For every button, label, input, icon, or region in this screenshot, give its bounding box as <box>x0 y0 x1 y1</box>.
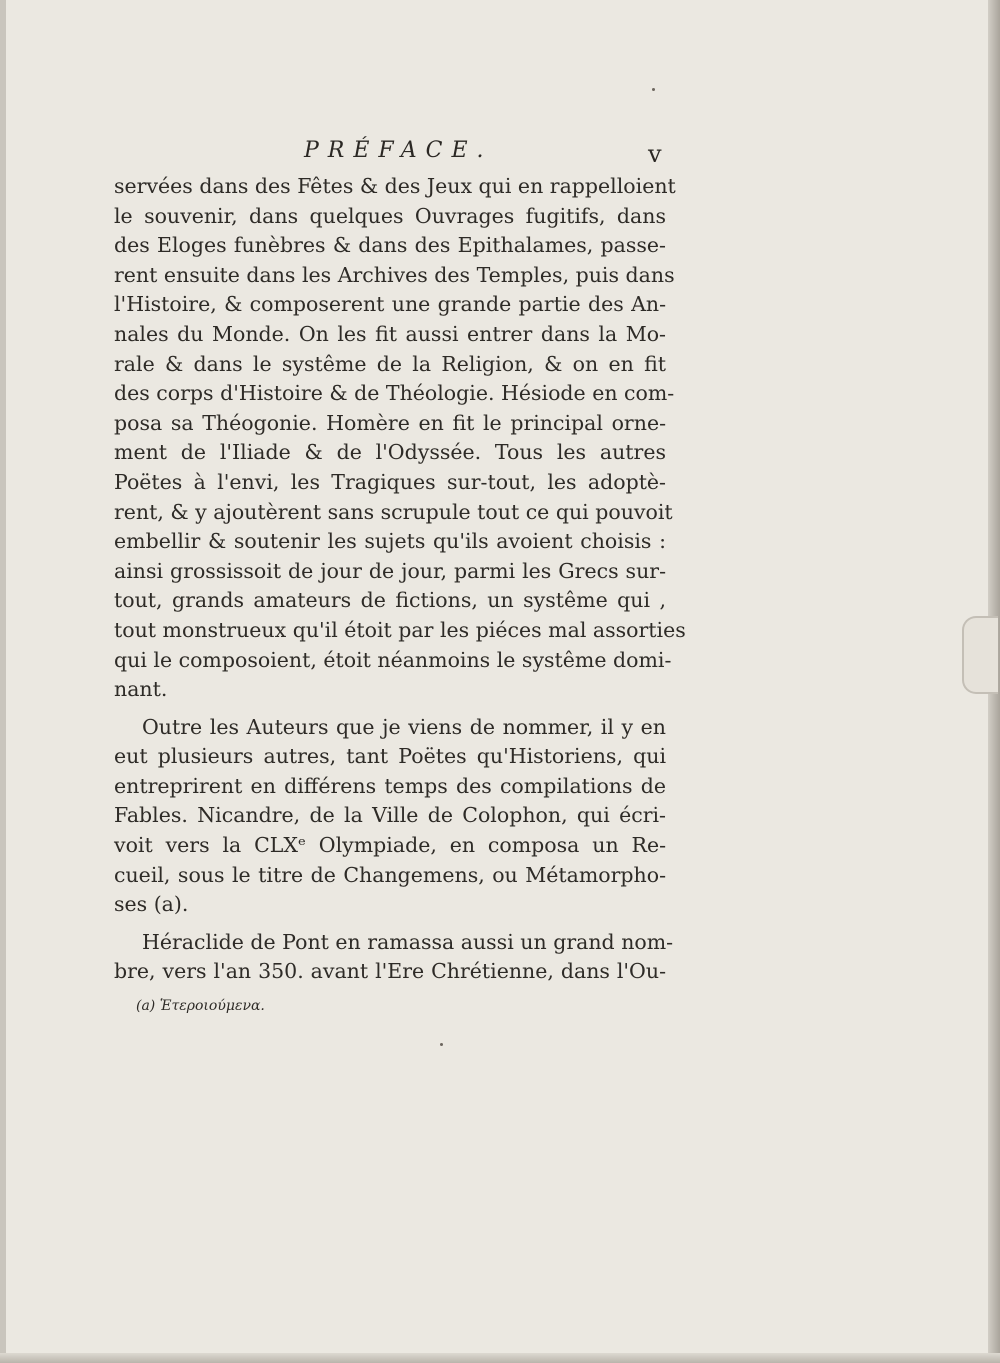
text-line: bre, vers l'an 350. avant l'Ere Chrétienne, dans l'Ou- <box>114 959 666 984</box>
page-header <box>0 138 1000 174</box>
text-line: rale & dans le systême de la Religion, & on en fit <box>114 351 666 376</box>
text-line: eut plusieurs autres, tant Poëtes qu'Historiens, qui <box>114 744 666 769</box>
text-line: Fables. Nicandre, de la Ville de Colophon, qui écri- <box>114 803 666 828</box>
ink-speck <box>652 88 655 91</box>
text-line: qui le composoient, étoit néanmoins le systême domi- <box>114 647 672 672</box>
text-line: nant. <box>114 677 168 702</box>
text-line: Outre les Auteurs que je viens de nommer, il y en <box>142 714 666 739</box>
text-line: nales du Monde. On les fit aussi entrer dans la Mo- <box>114 321 666 346</box>
text-line: posa sa Théogonie. Homère en fit le principal orne- <box>114 410 666 435</box>
page-number: v <box>648 140 662 168</box>
text-line: Héraclide de Pont en ramassa aussi un grand nom- <box>142 929 674 954</box>
text-line: servées dans des Fêtes & des Jeux qui en rappelloient <box>114 174 676 198</box>
text-line: ses (a). <box>114 892 189 917</box>
body-text <box>114 172 686 987</box>
page-left-edge <box>0 0 6 1363</box>
text-line: ment de l'Iliade & de l'Odyssée. Tous les autres <box>114 440 666 465</box>
paragraph-gap <box>114 705 666 713</box>
text-line: cueil, sous le titre de Changemens, ou Métamorpho- <box>114 862 666 887</box>
footnote: (a) Ἑτεροιούμενα. <box>136 998 265 1014</box>
ink-speck <box>440 1043 443 1046</box>
page-tab-mark <box>962 616 998 694</box>
text-line: l'Histoire, & composerent une grande partie des An- <box>114 292 666 317</box>
text-line: tout monstrueux qu'il étoit par les piéces mal assorties <box>114 617 686 642</box>
text-line: des corps d'Histoire & de Théologie. Hésiode en com- <box>114 381 675 406</box>
text-line: des Eloges funèbres & dans des Epithalames, passe- <box>114 233 666 258</box>
text-line: rent ensuite dans les Archives des Temples, puis dans <box>114 262 675 287</box>
page-bottom-edge <box>0 1353 1000 1363</box>
running-head: PRÉFACE. <box>304 138 493 163</box>
text-line: Poëtes à l'envi, les Tragiques sur-tout, les adoptè- <box>114 469 666 494</box>
text-line: voit vers la CLXᵉ Olympiade, en composa un Re- <box>114 833 666 858</box>
text-line: embellir & soutenir les sujets qu'ils avoient choisis : <box>114 529 666 554</box>
text-line: rent, & y ajoutèrent sans scrupule tout ce qui pouvoit <box>114 499 673 524</box>
text-line: le souvenir, dans quelques Ouvrages fugitifs, dans <box>114 203 666 228</box>
paragraph-gap <box>114 920 666 928</box>
text-line: entreprirent en différens temps des compilations de <box>114 773 666 798</box>
text-line: tout, grands amateurs de fictions, un systême qui , <box>114 588 666 613</box>
text-line: ainsi grossissoit de jour de jour, parmi les Grecs sur- <box>114 558 666 583</box>
